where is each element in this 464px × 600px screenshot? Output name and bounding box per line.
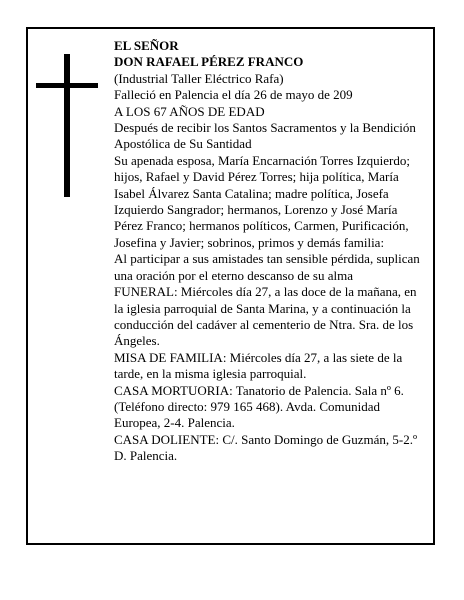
sacraments-paragraph: Después de recibir los Santos Sacramentos y la Bendición Apostólica de Su Santidad [114,120,416,152]
deceased-name: DON RAFAEL PÉREZ FRANCO [114,54,304,70]
request-paragraph: Al participar a sus amistades tan sensible pérdida, suplican una oración por el eterno descanso de su alma [114,251,420,283]
occupation: (Industrial Taller Eléctrico Rafa) [114,70,284,86]
age-line: A LOS 67 AÑOS DE EDAD [114,103,265,119]
funeral-home-paragraph: CASA MORTUORIA: Tanatorio de Palencia. Sala nº 6. (Teléfono directo: 979 165 468). Avda. Comunidad Europea, 2-4. Palencia. [114,382,404,431]
mourning-house-paragraph: CASA DOLIENTE: C/. Santo Domingo de Guzmán, 5-2.º D. Palencia. [114,431,418,464]
family-mass-paragraph: MISA DE FAMILIA: Miércoles día 27, a las siete de la tarde, en la misma iglesia parroquial. [114,349,403,382]
funeral-paragraph: FUNERAL: Miércoles día 27, a las doce de la mañana, en la iglesia parroquial de Santa Marina, y a continuación la conducción del cadáver al cementerio de Ntra. Sra. de los Ángeles. [114,284,417,349]
death-info: Falleció en Palencia el día 26 de mayo de 209 [114,87,353,103]
obituary-text [114,38,424,465]
cross-horizontal-bar [36,83,98,88]
title-line-1: EL SEÑOR [114,38,179,53]
cross-vertical-bar [64,54,70,197]
family-paragraph: Su apenada esposa, María Encarnación Torres Izquierdo; hijos, Rafael y David Pérez Torres; hija política, María Isabel Álvarez Santa Catalina; madre política, Josefa Izquierdo Sangrador; hermanos, Lorenzo y José María Pérez Franco; hermanos políticos, Carmen, Purificación, Josefina y Javier; sobrinos, primos y demás familia: [114,152,410,250]
